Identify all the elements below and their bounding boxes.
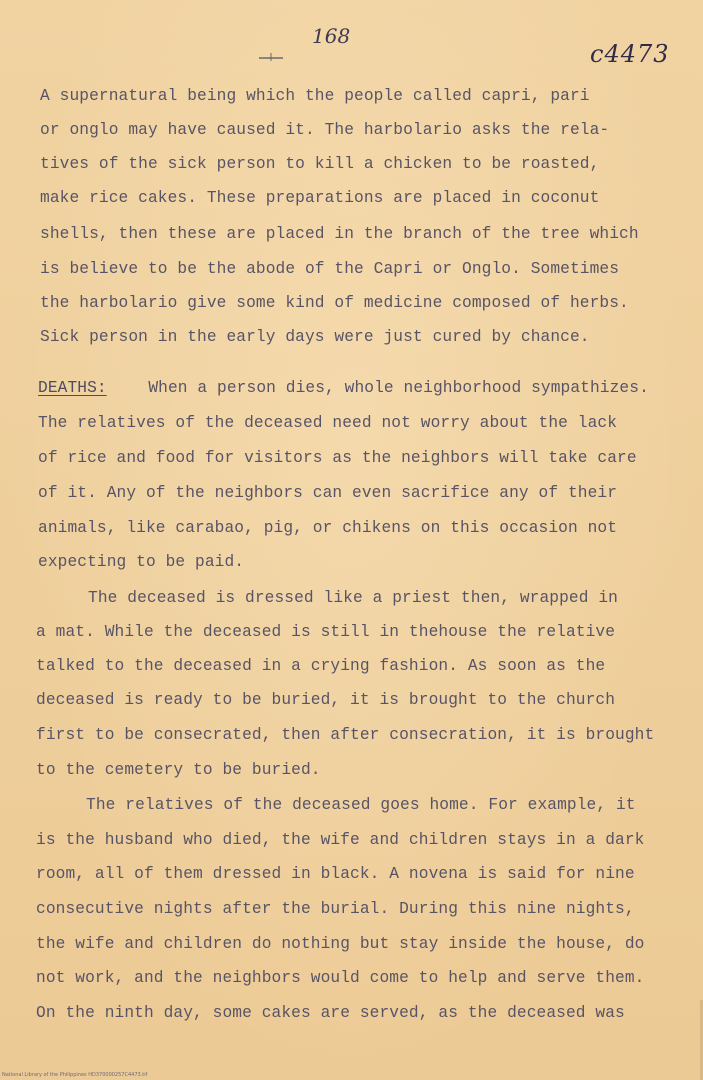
catalog-number: c4473 — [590, 40, 670, 68]
text-line: the harbolario give some kind of medicine composed of herbs. — [40, 294, 629, 312]
text-line: to the cemetery to be buried. — [36, 761, 321, 779]
text-line: When a person dies, whole neighborhood sympathizes. — [148, 379, 649, 397]
text-line: first to be consecrated, then after consecration, it is brought — [36, 726, 655, 744]
footer-source-line: National Library of the Philippines HD370000257C4473.tif — [2, 1072, 148, 1078]
text-line: consecutive nights after the burial. During this nine nights, — [36, 900, 635, 918]
text-line: The relatives of the deceased need not worry about the lack — [38, 414, 618, 432]
text-line: or onglo may have caused it. The harbolario asks the rela- — [40, 121, 610, 139]
text-line: not work, and the neighbors would come to help and serve them. — [36, 969, 645, 987]
text-line: a mat. While the deceased is still in thehouse the relative — [36, 623, 616, 641]
text-line: of it. Any of the neighbors can even sacrifice any of their — [38, 484, 618, 502]
text-line: The deceased is dressed like a priest then, wrapped in — [88, 589, 618, 607]
text-line: is the husband who died, the wife and children stays in a dark — [36, 831, 645, 849]
text-line: is believe to be the abode of the Capri or Onglo. Sometimes — [40, 260, 620, 278]
center-mark-icon — [258, 52, 284, 62]
page-number: 168 — [312, 24, 351, 48]
text-line: Sick person in the early days were just cured by chance. — [40, 328, 590, 346]
text-line: The relatives of the deceased goes home. For example, it — [86, 796, 636, 814]
text-line: talked to the deceased in a crying fashion. As soon as the — [36, 657, 606, 675]
text-line: the wife and children do nothing but stay inside the house, do — [36, 935, 645, 953]
text-line: make rice cakes. These preparations are placed in coconut — [40, 189, 600, 207]
text-line: animals, like carabao, pig, or chikens on this occasion not — [38, 519, 618, 537]
text-line: deceased is ready to be buried, it is brought to the church — [36, 691, 616, 709]
text-line: A supernatural being which the people called capri, pari — [40, 87, 590, 105]
deaths-paragraph-first-line — [38, 378, 649, 398]
text-line: of rice and food for visitors as the neighbors will take care — [38, 449, 637, 467]
text-line: tives of the sick person to kill a chicken to be roasted, — [40, 155, 600, 173]
text-line: room, all of them dressed in black. A novena is said for nine — [36, 865, 635, 883]
text-line: On the ninth day, some cakes are served, as the deceased was — [36, 1004, 625, 1022]
text-line: expecting to be paid. — [38, 553, 245, 571]
deaths-heading: DEATHS: — [38, 379, 107, 397]
text-line: shells, then these are placed in the branch of the tree which — [40, 225, 639, 243]
